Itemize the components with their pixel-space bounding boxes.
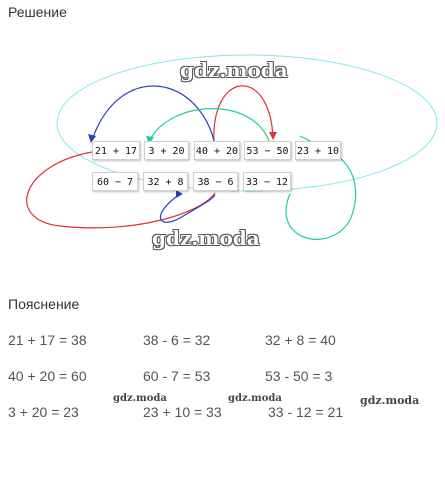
blue-arrow-top [92, 86, 215, 145]
card-21-plus-17: 21 + 17 [92, 141, 140, 160]
solution-heading: Решение [8, 4, 67, 20]
equation: 40 + 20 = 60 [8, 368, 87, 384]
green-arrow-top [150, 109, 270, 144]
card-38-minus-6: 38 − 6 [193, 172, 238, 191]
watermark-small-2: gdz.moda [228, 393, 282, 404]
watermark-small-3: gdz.moda [360, 394, 420, 407]
watermark-top: gdz.moda [180, 58, 288, 82]
card-53-minus-50: 53 − 50 [244, 141, 291, 160]
equation: 53 - 50 = 3 [265, 368, 333, 384]
equation: 38 - 6 = 32 [143, 332, 211, 348]
card-33-minus-12: 33 − 12 [243, 172, 291, 191]
equation: 3 + 20 = 23 [8, 404, 79, 420]
card-40-plus-20: 40 + 20 [194, 141, 240, 160]
red-arrowhead-top [269, 132, 277, 140]
equation: 32 + 8 = 40 [265, 332, 336, 348]
equation: 21 + 17 = 38 [8, 332, 87, 348]
watermark-middle: gdz.moda [152, 226, 260, 250]
card-23-plus-10: 23 + 10 [295, 141, 341, 160]
card-3-plus-20: 3 + 20 [144, 141, 189, 160]
card-60-minus-7: 60 − 7 [92, 172, 138, 191]
equation: 60 - 7 = 53 [143, 368, 211, 384]
equation: 33 - 12 = 21 [268, 404, 344, 420]
watermark-small-1: gdz.moda [113, 393, 167, 404]
card-32-plus-8: 32 + 8 [143, 172, 188, 191]
equation: 23 + 10 = 33 [143, 404, 222, 420]
explanation-heading: Пояснение [8, 296, 80, 312]
